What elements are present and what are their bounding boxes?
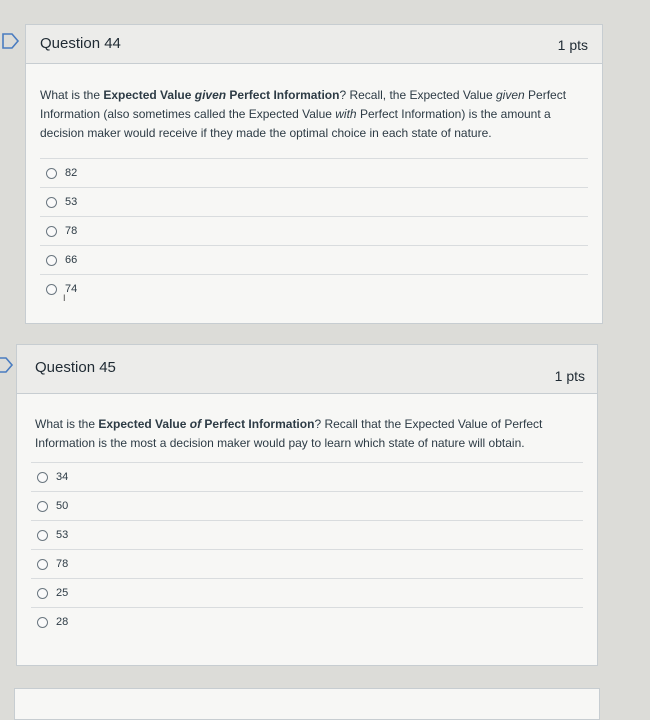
radio-button[interactable] [46, 197, 57, 208]
radio-button[interactable] [46, 284, 57, 295]
question-45-card [16, 344, 598, 666]
question-header [26, 25, 602, 64]
radio-button[interactable] [37, 501, 48, 512]
text-cursor-icon: ‍I [63, 293, 66, 303]
radio-button[interactable] [37, 588, 48, 599]
answer-option[interactable]: 53 [31, 521, 583, 550]
flag-icon[interactable] [0, 357, 14, 373]
question-44-card [25, 24, 603, 324]
question-points: 1 pts [557, 37, 588, 53]
radio-button[interactable] [37, 472, 48, 483]
question-title: Question 44 [40, 35, 121, 52]
answer-option[interactable]: 50 [31, 492, 583, 521]
answer-option[interactable]: 74 [40, 275, 588, 303]
question-title: Question 45 [35, 359, 116, 376]
answer-option[interactable]: 25 [31, 579, 583, 608]
answer-option[interactable]: 66 [40, 246, 588, 275]
next-question-card [14, 688, 600, 720]
radio-button[interactable] [37, 530, 48, 541]
flag-icon[interactable] [2, 33, 20, 49]
answer-list [40, 158, 588, 303]
question-text: What is the Expected Value given Perfect Information? Recall, the Expected Value given Perfect Information (also sometimes called the Expected Value with Perfect Information) is the amount a decision maker would receive if they made the optimal choice in each state of nature. [40, 88, 567, 140]
radio-button[interactable] [46, 168, 57, 179]
question-header [17, 345, 597, 394]
answer-option[interactable]: 78 [40, 217, 588, 246]
radio-button[interactable] [46, 226, 57, 237]
question-points: 1 pts [554, 368, 585, 384]
answer-option[interactable]: 53 [40, 188, 588, 217]
question-text: What is the Expected Value of Perfect Information? Recall that the Expected Value of Perfect Information is the most a decision maker would pay to learn which state of nature will obtain. [35, 417, 543, 450]
answer-option[interactable]: 28 [31, 608, 583, 636]
radio-button[interactable] [37, 559, 48, 570]
answer-list [31, 462, 583, 636]
radio-button[interactable] [37, 617, 48, 628]
radio-button[interactable] [46, 255, 57, 266]
answer-option[interactable]: 78 [31, 550, 583, 579]
answer-option[interactable]: 34 [31, 462, 583, 492]
answer-option[interactable]: 82 [40, 158, 588, 188]
